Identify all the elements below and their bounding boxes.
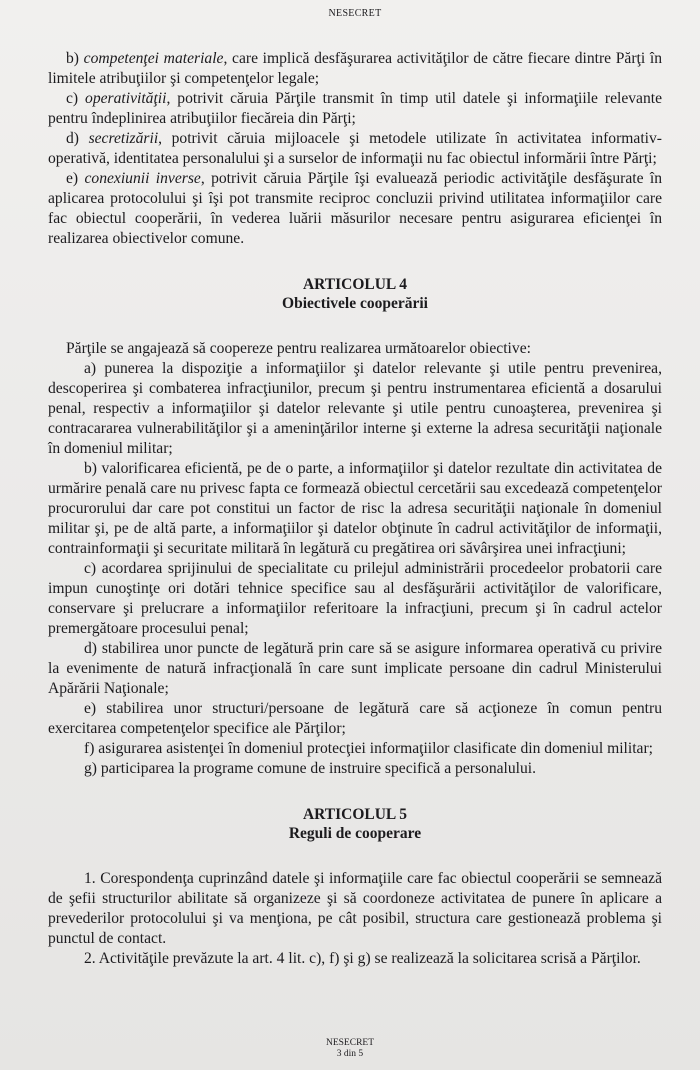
principles-list: [48, 49, 662, 249]
classification-header: NESECRET: [328, 8, 382, 19]
objective-a: a) punerea la dispoziţie a informaţiilor şi datelor relevante şi utile pentru prevenirea, descoperirea şi combaterea infracţiunilor, precum şi pentru instrumentarea eficientă a dosarului penal, respectiv a informaţiilor şi datelor relevante şi utile pentru cunoaşterea, prevenirea şi contracararea vulnerabilităţilor şi a ameninţărilor interne şi externe la adresa securităţii naţionale în domeniul militar;: [48, 360, 662, 457]
article-5-title: ARTICOLUL 5: [302, 806, 408, 823]
principle-e: e) conexiunii inverse, potrivit căruia Părţile îşi evaluează periodic activităţile desfăşurate în aplicarea protocolului şi îşi pot transmite reciproc concluzii privind utilitatea informaţiilor care fac obiectul cooperării, în vederea luării măsurilor necesare pentru asigurarea eficienţei în realizarea obiectivelor comune.: [48, 170, 662, 247]
objective-g: g) participarea la programe comune de instruire specifică a personalului.: [84, 760, 537, 777]
classification-footer: NESECRET: [325, 1038, 375, 1048]
objective-e: e) stabilirea unor structuri/persoane de legătură care să acţioneze în comun pentru exercitarea competenţelor specifice ale Părţilor;: [48, 700, 662, 737]
article-4-lead: Părţile se angajează să coopereze pentru realizarea următoarelor obiective:: [66, 340, 531, 357]
principle-term: operativităţii: [85, 90, 167, 107]
article-5-subtitle: Reguli de cooperare: [288, 825, 422, 842]
principle-b: b) competenţei materiale, care implică desfăşurarea activităţilor de către fiecare dintre Părţi în limitele atribuţiilor şi competenţelor legale;: [48, 50, 663, 87]
objective-c: c) acordarea sprijinului de specialitate cu prilejul administrării procedeelor probatorii care impun cunoştinţe ori dotări tehnice specifice sau al desfăşurării activităţilor de valorificare, conservare şi prelucrare a informaţiilor referitoare la infracţiuni, precum şi în cadrul actelor premergătoare procesului penal;: [48, 560, 662, 637]
page-number: 3 din 5: [336, 1049, 364, 1059]
objective-d: d) stabilirea unor puncte de legătură prin care să se asigure informarea operativă cu privire la evenimente de natură infracţională în care sunt implicate persoane din cadrul Ministerului Apărării Naţionale;: [48, 640, 662, 697]
objective-f: f) asigurarea asistenţei în domeniul protecţiei informaţiilor clasificate din domeniul militar;: [84, 740, 653, 757]
principle-c: c) operativităţii, potrivit căruia Părţile transmit în timp util datele şi informaţiile relevante pentru îndeplinirea atribuţiilor fiecăreia din Părţi;: [48, 90, 663, 127]
objective-b: b) valorificarea eficientă, pe de o parte, a informaţiilor şi datelor rezultate din activitatea de urmărire penală care nu privesc fapta ce formează obiectul cercetării sau excedează competenţelor procurorului dar care pot constitui un factor de risc la adresa securităţii naţionale în domeniul militar şi, pe de altă parte, a informaţiilor şi datelor obţinute în cadrul activităţilor de informaţii, contrainformaţii şi securitate militară în legătură cu pregătirea ori săvârşirea unei infracţiuni;: [48, 460, 662, 557]
principle-term: competenţei materiale: [83, 50, 224, 67]
principle-d: d) secretizării, potrivit căruia mijloacele şi metodele utilizate în activitatea informativ-operativă, identitatea personalului şi a surselor de informaţii nu fac obiectul informării între Părţi;: [48, 130, 663, 167]
page-footer: [0, 1038, 700, 1060]
rule-1: 1. Corespondenţa cuprinzând datele şi informaţiile care fac obiectul cooperării se semnează de şefii structurilor abilitate să organizeze şi să coordoneze activitatea de punere în aplicare a prevederilor protocolului şi va menţiona, pe cât posibil, structura care gestionează problema şi punctul de contact.: [48, 870, 662, 947]
rule-2: 2. Activităţile prevăzute la art. 4 lit. c), f) şi g) se realizează la solicitarea scrisă a Părţilor.: [84, 950, 641, 967]
principle-term: conexiunii inverse: [84, 170, 201, 187]
article-4-subtitle: Obiectivele cooperării: [282, 295, 428, 312]
article-4-title: ARTICOLUL 4: [302, 276, 408, 293]
principle-term: secretizării: [88, 130, 159, 147]
